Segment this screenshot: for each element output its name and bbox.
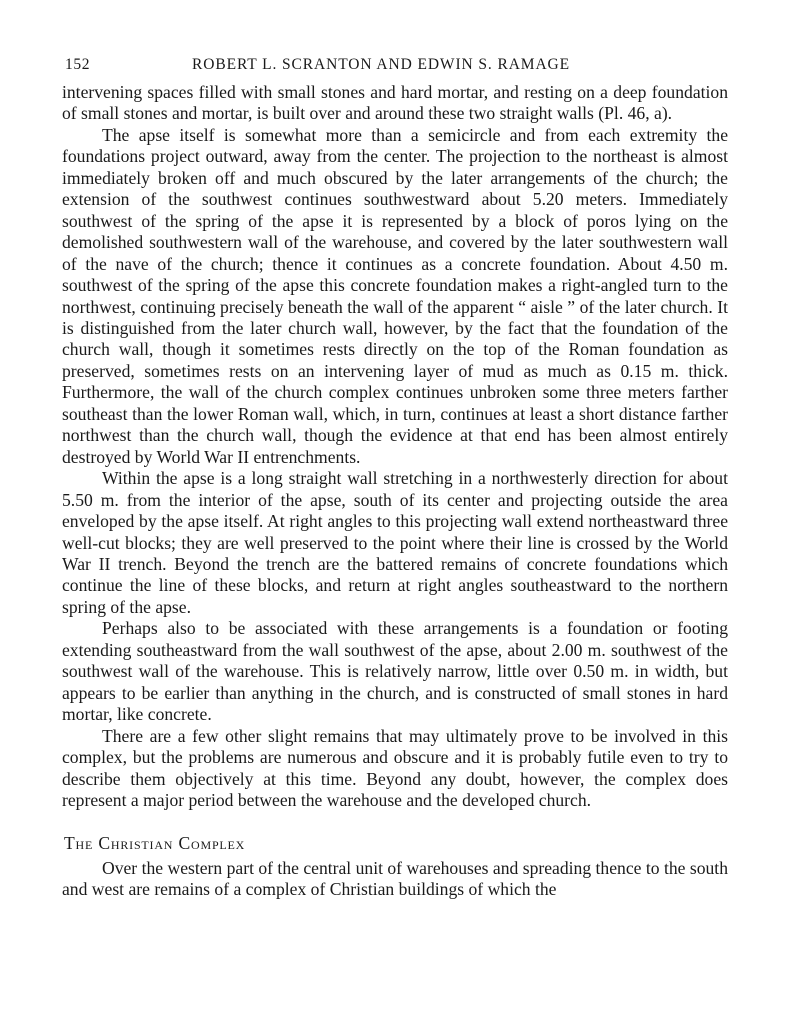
paragraph-straight-wall: Within the apse is a long straight wall stretching in a northwesterly direction for about 5.50 m. from the interior of the apse, south of its center and projecting outside the area enveloped by the apse itself. At right angles to this projecting wall extend northeastward three well-cut blocks; they are well preserved to the point where their line is crossed by the World War II trench. Beyond the trench are the battered remains of concrete foundations which continue the line of these blocks, and return at right angles southeastward to the northern spring of the apse. xyxy=(62,468,728,617)
paragraph-apse: The apse itself is somewhat more than a semicircle and from each extremity the foundations project outward, away from the center. The projection to the northeast is almost immediately broken off and much obscured by the later arrangements of the church; the extension of the southwest continues southwestward about 5.20 meters. Immediately southwest of the spring of the apse it is represented by a block of poros lying on the demolished southwestern wall of the warehouse, and covered by the later southwestern wall of the nave of the church; thence it continues as a concrete foundation. About 4.50 m. southwest of the spring of the apse this concrete foundation makes a right-angled turn to the northwest, continuing precisely beneath the wall of the apparent “ aisle ” of the later church. It is distinguished from the later church wall, however, by the fact that the foundation of the church wall, though it sometimes rests directly on the top of the Roman foundation as preserved, sometimes rests on an intervening layer of mud as much as 0.15 m. thick. Furthermore, the wall of the church complex continues unbroken some three meters farther southeast than the lower Roman wall, which, in turn, continues at least a short distance farther northwest than the church wall, though the evidence at that end has been almost entirely destroyed by World War II entrenchments. xyxy=(62,124,728,467)
running-head xyxy=(62,56,728,82)
section-heading: The Christian Complex xyxy=(64,833,246,854)
paragraph-other-remains: There are a few other slight remains that may ultimately prove to be involved in this complex, but the problems are numerous and obscure and it is probably futile even to try to describe them objectively at this time. Beyond any doubt, however, the complex does represent a major period between the warehouse and the developed church. xyxy=(62,725,728,810)
page xyxy=(62,56,728,901)
page-number: 152 xyxy=(65,56,91,73)
paragraph-continuation: intervening spaces filled with small stones and hard mortar, and resting on a deep foundation of small stones and mortar, is built over and around these two straight walls (Pl. 46, a). xyxy=(62,82,728,124)
section-text xyxy=(62,858,728,901)
body-text xyxy=(62,82,728,811)
running-head-authors: ROBERT L. SCRANTON AND EDWIN S. RAMAGE xyxy=(192,56,571,73)
paragraph-christian-complex: Over the western part of the central unit of warehouses and spreading thence to the south and west are remains of a complex of Christian buildings of which the xyxy=(62,857,728,900)
paragraph-footing: Perhaps also to be associated with these arrangements is a foundation or footing extending southeastward from the wall southwest of the apse, about 2.00 m. southwest of the southwest wall of the warehouse. This is relatively narrow, little over 0.50 m. in width, but appears to be earlier than anything in the church, and is constructed of small stones in hard mortar, like concrete. xyxy=(62,618,728,725)
